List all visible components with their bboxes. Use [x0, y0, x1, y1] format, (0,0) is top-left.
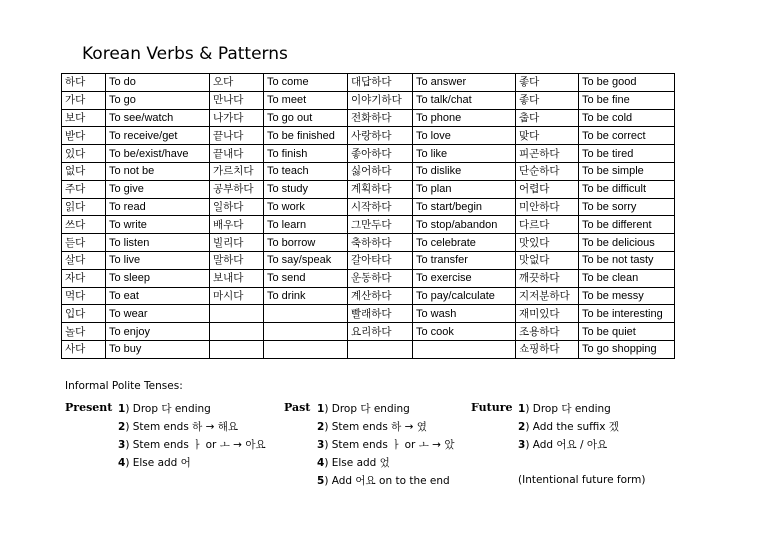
rule-text: ) Drop 다 ending [125, 403, 211, 415]
rule-number: 1 [518, 403, 526, 415]
rule-text: ) Drop 다 ending [324, 403, 410, 415]
english-meaning-cell: To be good [579, 74, 675, 92]
rule-number: 2 [518, 421, 526, 433]
korean-verb-cell: 다르다 [516, 216, 579, 234]
rule-number: 1 [118, 403, 126, 415]
english-meaning-cell: To celebrate [413, 234, 516, 252]
english-meaning-cell: To see/watch [106, 109, 210, 127]
korean-verb-cell: 그만두다 [348, 216, 413, 234]
korean-verb-cell [348, 340, 413, 358]
english-meaning-cell [264, 323, 348, 341]
english-meaning-cell: To be cold [579, 109, 675, 127]
table-row [62, 340, 675, 358]
table-row [62, 162, 675, 180]
korean-verb-cell: 먹다 [62, 287, 106, 305]
korean-verb-cell: 입다 [62, 305, 106, 323]
table-row [62, 145, 675, 163]
english-meaning-cell: To listen [106, 234, 210, 252]
korean-verb-cell: 없다 [62, 162, 106, 180]
english-meaning-cell: To learn [264, 216, 348, 234]
rule-text: ) Else add 어 [125, 457, 191, 469]
english-meaning-cell: To love [413, 127, 516, 145]
korean-verb-cell: 요리하다 [348, 323, 413, 341]
korean-verb-cell: 주다 [62, 180, 106, 198]
english-meaning-cell: To wash [413, 305, 516, 323]
korean-verb-cell: 가르치다 [210, 162, 264, 180]
korean-verb-cell: 일하다 [210, 198, 264, 216]
table-row [62, 251, 675, 269]
korean-verb-cell: 시작하다 [348, 198, 413, 216]
present-rule [118, 455, 191, 470]
korean-verb-cell: 단순하다 [516, 162, 579, 180]
english-meaning-cell: To sleep [106, 269, 210, 287]
korean-verb-cell: 보다 [62, 109, 106, 127]
present-heading: Present [65, 401, 113, 414]
korean-verb-cell [210, 323, 264, 341]
rule-text: ) Add 어요 on to the end [324, 475, 450, 487]
english-meaning-cell: To be finished [264, 127, 348, 145]
english-meaning-cell: To write [106, 216, 210, 234]
table-row [62, 109, 675, 127]
english-meaning-cell: To eat [106, 287, 210, 305]
english-meaning-cell: To talk/chat [413, 91, 516, 109]
rule-text: ) Else add 었 [324, 457, 390, 469]
korean-verb-cell: 이야기하다 [348, 91, 413, 109]
korean-verb-cell: 가다 [62, 91, 106, 109]
english-meaning-cell: To work [264, 198, 348, 216]
rule-text: ) Stem ends ㅏ or ㅗ → 았 [324, 439, 455, 451]
present-rule [118, 419, 238, 434]
english-meaning-cell: To start/begin [413, 198, 516, 216]
korean-verb-cell: 사다 [62, 340, 106, 358]
future-rule [518, 437, 607, 452]
korean-verb-cell: 오다 [210, 74, 264, 92]
korean-verb-cell: 축하하다 [348, 234, 413, 252]
table-row [62, 74, 675, 92]
korean-verb-cell: 대답하다 [348, 74, 413, 92]
korean-verb-cell: 깨끗하다 [516, 269, 579, 287]
english-meaning-cell [264, 305, 348, 323]
english-meaning-cell: To drink [264, 287, 348, 305]
rule-number: 3 [317, 439, 325, 451]
english-meaning-cell: To be correct [579, 127, 675, 145]
korean-verb-cell: 좋아하다 [348, 145, 413, 163]
rule-number: 2 [118, 421, 126, 433]
english-meaning-cell: To plan [413, 180, 516, 198]
korean-verb-cell: 계산하다 [348, 287, 413, 305]
korean-verb-cell: 운동하다 [348, 269, 413, 287]
korean-verb-cell: 전화하다 [348, 109, 413, 127]
korean-verb-cell: 춥다 [516, 109, 579, 127]
past-rule [317, 455, 390, 470]
table-row [62, 305, 675, 323]
korean-verb-cell: 자다 [62, 269, 106, 287]
rule-number: 2 [317, 421, 325, 433]
korean-verb-cell [210, 305, 264, 323]
table-row [62, 216, 675, 234]
english-meaning-cell: To transfer [413, 251, 516, 269]
english-meaning-cell: To send [264, 269, 348, 287]
korean-verb-cell: 맛있다 [516, 234, 579, 252]
korean-verb-cell [210, 340, 264, 358]
english-meaning-cell: To cook [413, 323, 516, 341]
korean-verb-cell: 갈아타다 [348, 251, 413, 269]
table-row [62, 323, 675, 341]
korean-verb-cell: 사랑하다 [348, 127, 413, 145]
table-row [62, 287, 675, 305]
present-rule [118, 401, 211, 416]
rule-number: 3 [118, 439, 126, 451]
future-rule [518, 419, 619, 434]
korean-verb-cell: 말하다 [210, 251, 264, 269]
korean-verb-cell: 조용하다 [516, 323, 579, 341]
english-meaning-cell: To be quiet [579, 323, 675, 341]
past-rule [317, 437, 454, 452]
english-meaning-cell: To be messy [579, 287, 675, 305]
table-row [62, 127, 675, 145]
english-meaning-cell: To go out [264, 109, 348, 127]
english-meaning-cell: To be delicious [579, 234, 675, 252]
english-meaning-cell: To exercise [413, 269, 516, 287]
past-rule [317, 401, 410, 416]
english-meaning-cell: To be tired [579, 145, 675, 163]
english-meaning-cell: To be sorry [579, 198, 675, 216]
korean-verb-cell: 받다 [62, 127, 106, 145]
korean-verb-cell: 어렵다 [516, 180, 579, 198]
korean-verb-cell: 계획하다 [348, 180, 413, 198]
english-meaning-cell: To be not tasty [579, 251, 675, 269]
verbs-table [61, 73, 675, 359]
korean-verb-cell: 배우다 [210, 216, 264, 234]
rule-number: 4 [317, 457, 325, 469]
english-meaning-cell: To teach [264, 162, 348, 180]
korean-verb-cell: 마시다 [210, 287, 264, 305]
english-meaning-cell [264, 340, 348, 358]
table-row [62, 234, 675, 252]
table-row [62, 269, 675, 287]
english-meaning-cell: To come [264, 74, 348, 92]
rule-text: ) Stem ends ㅏ or ㅗ → 아요 [125, 439, 266, 451]
english-meaning-cell: To live [106, 251, 210, 269]
english-meaning-cell: To dislike [413, 162, 516, 180]
english-meaning-cell: To not be [106, 162, 210, 180]
english-meaning-cell: To buy [106, 340, 210, 358]
korean-verb-cell: 빌리다 [210, 234, 264, 252]
korean-verb-cell: 놀다 [62, 323, 106, 341]
future-heading: Future [471, 401, 513, 414]
english-meaning-cell: To like [413, 145, 516, 163]
english-meaning-cell: To read [106, 198, 210, 216]
future-note: (Intentional future form) [518, 474, 646, 486]
korean-verb-cell: 공부하다 [210, 180, 264, 198]
english-meaning-cell: To say/speak [264, 251, 348, 269]
rule-number: 5 [317, 475, 325, 487]
english-meaning-cell: To be different [579, 216, 675, 234]
english-meaning-cell [413, 340, 516, 358]
english-meaning-cell: To pay/calculate [413, 287, 516, 305]
korean-verb-cell: 빨래하다 [348, 305, 413, 323]
korean-verb-cell: 나가다 [210, 109, 264, 127]
rule-text: ) Add the suffix 겠 [525, 421, 619, 433]
english-meaning-cell: To be simple [579, 162, 675, 180]
past-rule [317, 473, 450, 488]
korean-verb-cell: 피곤하다 [516, 145, 579, 163]
rule-number: 3 [518, 439, 526, 451]
rule-text: ) Stem ends 하 → 였 [324, 421, 427, 433]
english-meaning-cell: To be interesting [579, 305, 675, 323]
korean-verb-cell: 쇼핑하다 [516, 340, 579, 358]
korean-verb-cell: 미안하다 [516, 198, 579, 216]
korean-verb-cell: 끝내다 [210, 145, 264, 163]
korean-verb-cell: 좋다 [516, 74, 579, 92]
rule-number: 1 [317, 403, 325, 415]
english-meaning-cell: To give [106, 180, 210, 198]
past-rule [317, 419, 427, 434]
korean-verb-cell: 좋다 [516, 91, 579, 109]
english-meaning-cell: To borrow [264, 234, 348, 252]
korean-verb-cell: 보내다 [210, 269, 264, 287]
english-meaning-cell: To enjoy [106, 323, 210, 341]
korean-verb-cell: 듣다 [62, 234, 106, 252]
korean-verb-cell: 있다 [62, 145, 106, 163]
rule-text: ) Add 어요 / 아요 [525, 439, 608, 451]
korean-verb-cell: 살다 [62, 251, 106, 269]
korean-verb-cell: 쓰다 [62, 216, 106, 234]
korean-verb-cell: 하다 [62, 74, 106, 92]
korean-verb-cell: 만나다 [210, 91, 264, 109]
korean-verb-cell: 싫어하다 [348, 162, 413, 180]
korean-verb-cell: 끝나다 [210, 127, 264, 145]
english-meaning-cell: To be clean [579, 269, 675, 287]
english-meaning-cell: To phone [413, 109, 516, 127]
english-meaning-cell: To finish [264, 145, 348, 163]
future-rule [518, 401, 611, 416]
korean-verb-cell: 재미있다 [516, 305, 579, 323]
english-meaning-cell: To go shopping [579, 340, 675, 358]
english-meaning-cell: To be/exist/have [106, 145, 210, 163]
rule-text: ) Drop 다 ending [525, 403, 611, 415]
korean-verb-cell: 지저분하다 [516, 287, 579, 305]
present-rule [118, 437, 266, 452]
page-title: Korean Verbs & Patterns [82, 44, 288, 64]
tenses-label: Informal Polite Tenses: [65, 380, 183, 392]
english-meaning-cell: To be fine [579, 91, 675, 109]
english-meaning-cell: To meet [264, 91, 348, 109]
table-row [62, 180, 675, 198]
english-meaning-cell: To do [106, 74, 210, 92]
english-meaning-cell: To stop/abandon [413, 216, 516, 234]
korean-verb-cell: 맞다 [516, 127, 579, 145]
past-heading: Past [284, 401, 311, 414]
table-row [62, 198, 675, 216]
english-meaning-cell: To receive/get [106, 127, 210, 145]
english-meaning-cell: To answer [413, 74, 516, 92]
english-meaning-cell: To wear [106, 305, 210, 323]
english-meaning-cell: To go [106, 91, 210, 109]
english-meaning-cell: To study [264, 180, 348, 198]
rule-text: ) Stem ends 하 → 해요 [125, 421, 239, 433]
verbs-table-body [62, 74, 675, 359]
rule-number: 4 [118, 457, 126, 469]
table-row [62, 91, 675, 109]
english-meaning-cell: To be difficult [579, 180, 675, 198]
korean-verb-cell: 읽다 [62, 198, 106, 216]
korean-verb-cell: 맛없다 [516, 251, 579, 269]
